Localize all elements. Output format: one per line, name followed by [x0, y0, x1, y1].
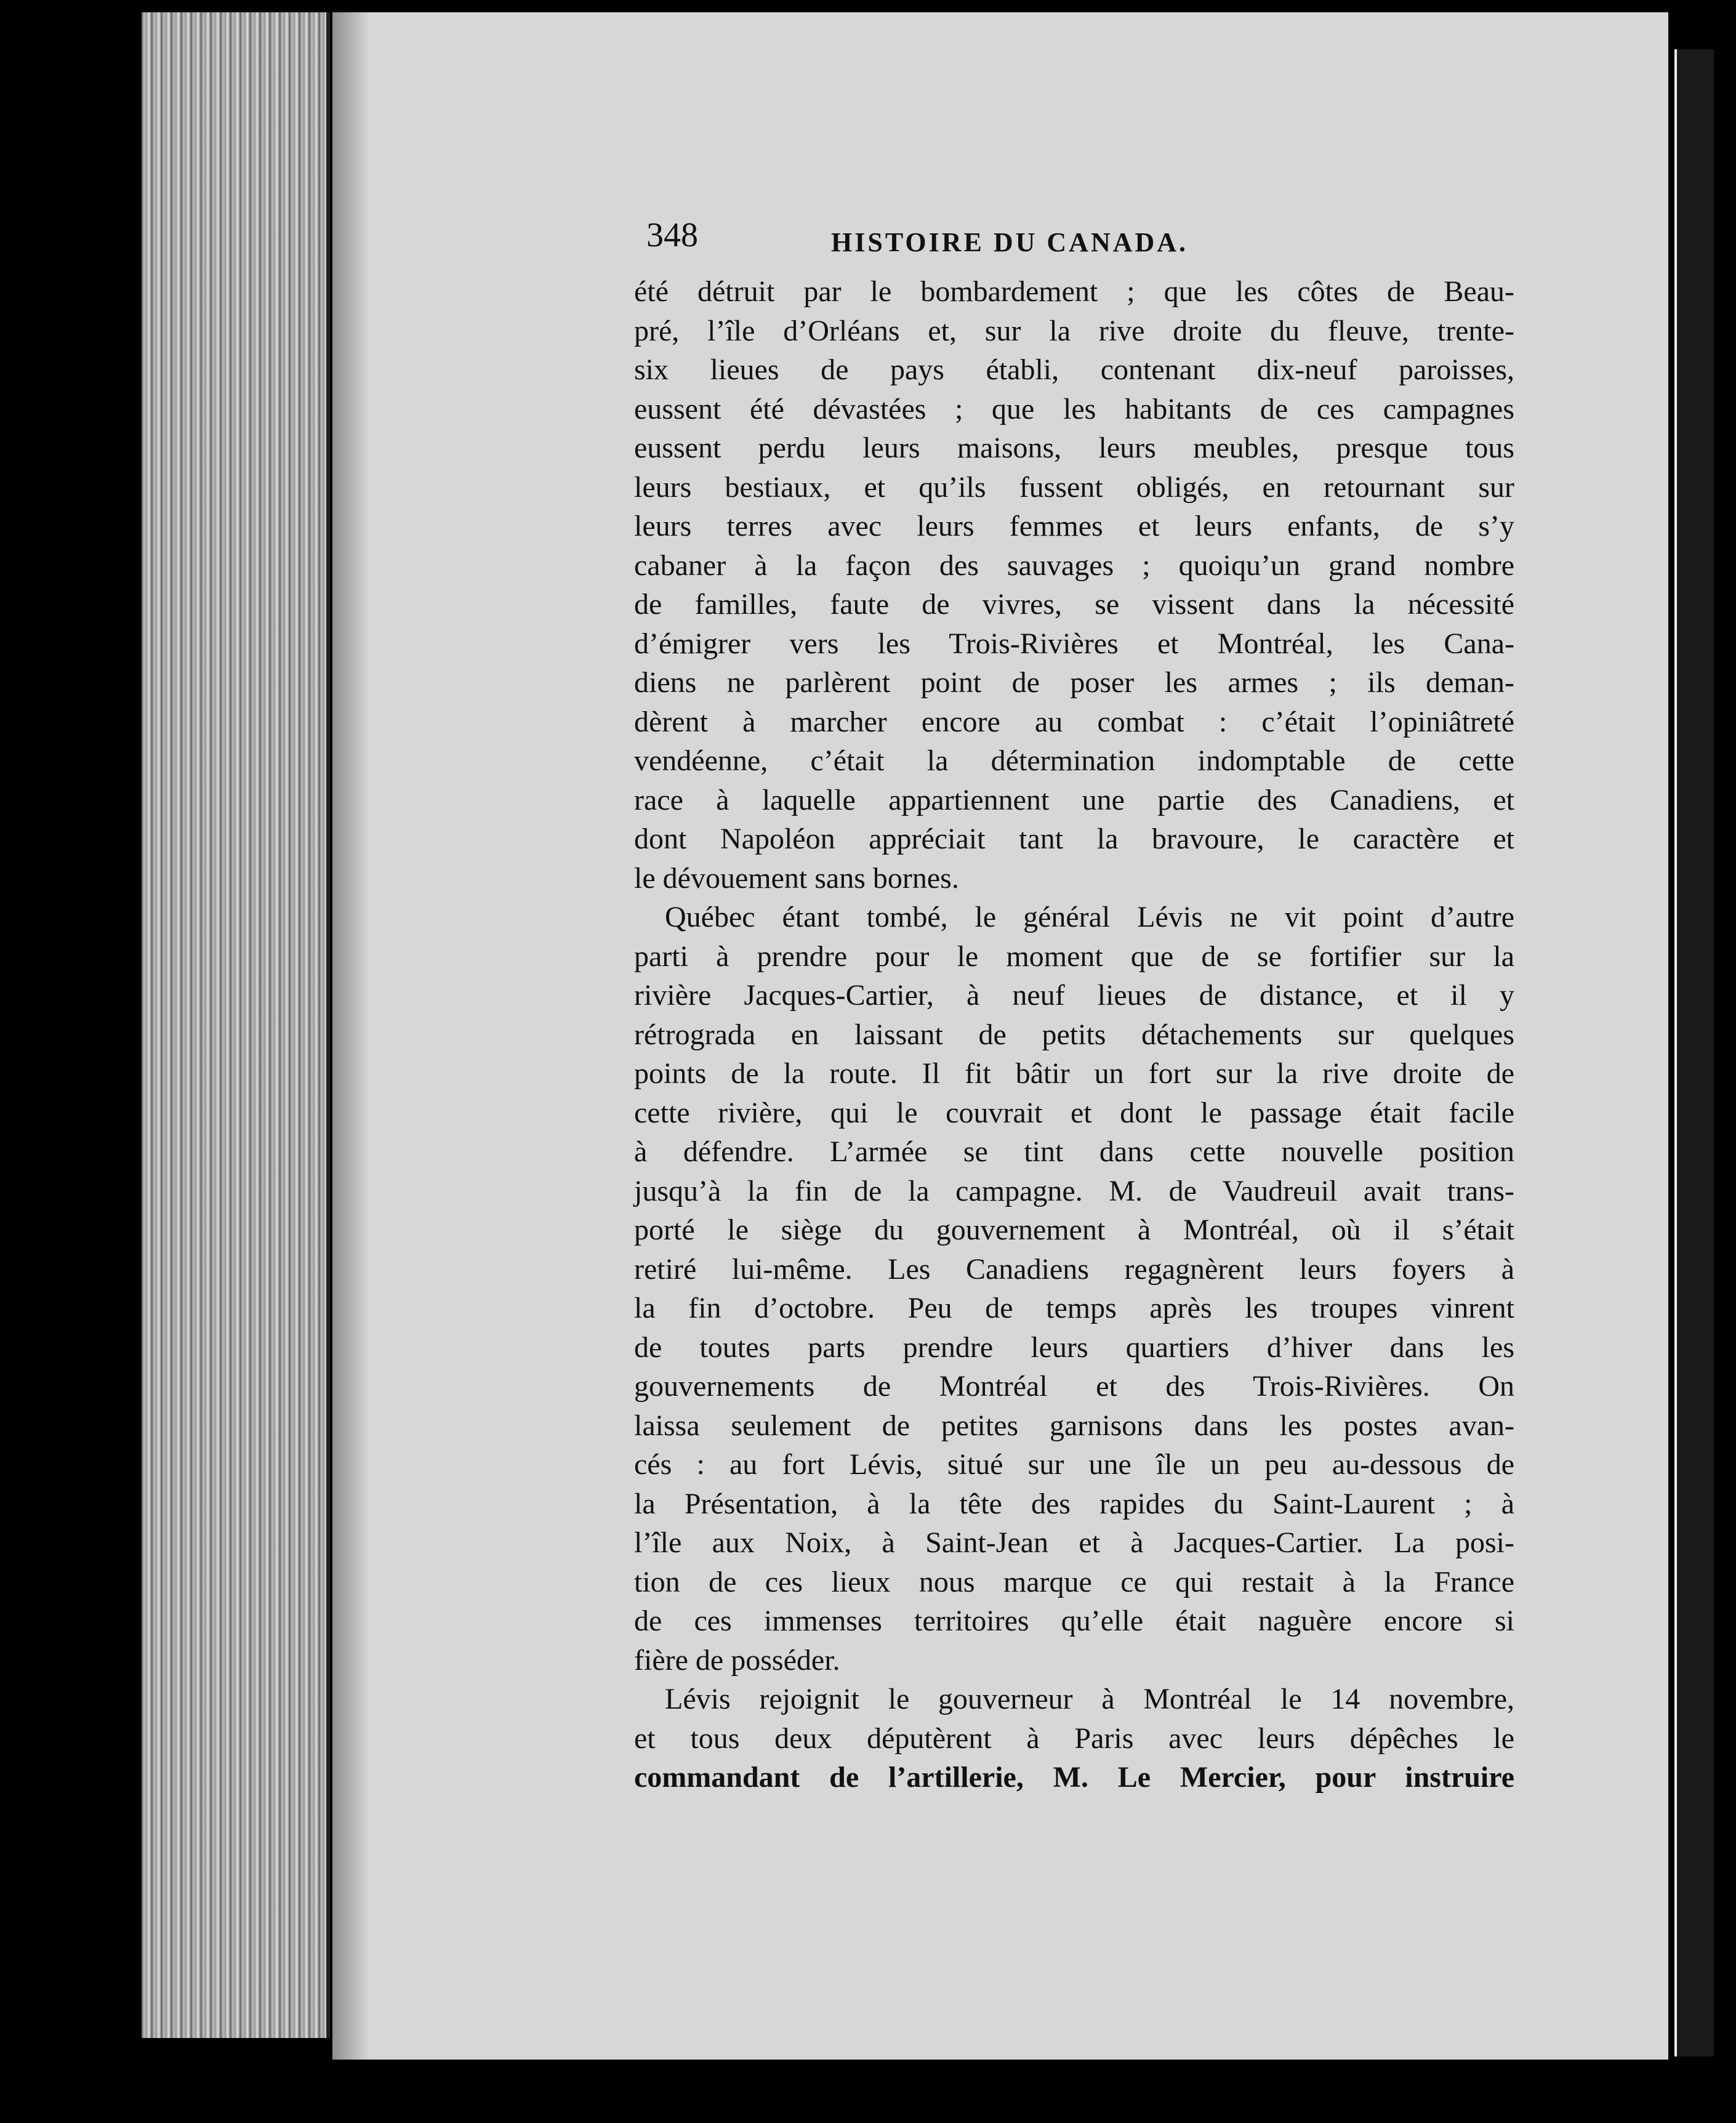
page-edges — [142, 12, 330, 2038]
text-line: vendéenne, c’était la détermination indomptable de cette — [634, 744, 1514, 777]
text-line: de toutes parts prendre leurs quartiers d’hiver dans les — [634, 1331, 1514, 1364]
text-line: laissa seulement de petites garnisons dans les postes avan- — [634, 1409, 1514, 1442]
text-line: cette rivière, qui le couvrait et dont le passage était facile — [634, 1096, 1514, 1129]
text-line: rivière Jacques-Cartier, à neuf lieues de distance, et il y — [634, 979, 1514, 1012]
text-line: porté le siège du gouvernement à Montréal, où il s’était — [634, 1214, 1514, 1246]
text-line: points de la route. Il fit bâtir un fort sur la rive droite de — [634, 1057, 1514, 1090]
body-text — [634, 272, 1514, 1797]
text-line: diens ne parlèrent point de poser les armes ; ils deman- — [634, 666, 1514, 699]
text-line: dèrent à marcher encore au combat : c’était l’opiniâtreté — [634, 705, 1514, 738]
text-line: cabaner à la façon des sauvages ; quoiqu’un grand nombre — [634, 549, 1514, 582]
text-line: eussent été dévastées ; que les habitants de ces campagnes — [634, 392, 1514, 425]
text-line: eussent perdu leurs maisons, leurs meubles, presque tous — [634, 432, 1514, 464]
running-title: HISTOIRE DU CANADA. — [831, 227, 1189, 257]
text-line: la fin d’octobre. Peu de temps après les troupes vinrent — [634, 1292, 1514, 1324]
text-line: parti à prendre pour le moment que de se fortifier sur la — [634, 940, 1514, 973]
text-line: de familles, faute de vivres, se vissent dans la nécessité — [634, 588, 1514, 621]
text-line: rétrograda en laissant de petits détachements sur quelques — [634, 1018, 1514, 1051]
page-number: 348 — [646, 216, 698, 254]
text-line: Lévis rejoignit le gouverneur à Montréal le 14 novembre, — [665, 1683, 1514, 1715]
text-line: race à laquelle appartiennent une partie des Canadiens, et — [634, 783, 1514, 816]
text-line: cés : au fort Lévis, situé sur une île un peu au-dessous de — [634, 1448, 1514, 1481]
text-line: six lieues de pays établi, contenant dix-neuf paroisses, — [634, 353, 1514, 386]
text-line: été détruit par le bombardement ; que les côtes de Beau- — [634, 275, 1514, 308]
text-line: et tous deux députèrent à Paris avec leurs dépêches le — [634, 1722, 1514, 1755]
text-line: jusqu’à la fin de la campagne. M. de Vaudreuil avait trans- — [634, 1174, 1514, 1207]
text-line: Québec étant tombé, le général Lévis ne vit point d’autre — [665, 901, 1514, 933]
text-line: le dévouement sans bornes. — [634, 861, 959, 895]
text-line: la Présentation, à la tête des rapides du Saint-Laurent ; à — [634, 1487, 1514, 1520]
text-line: fière de posséder. — [634, 1643, 840, 1677]
text-line: retiré lui-même. Les Canadiens regagnèrent leurs foyers à — [634, 1252, 1514, 1286]
facing-page-edge — [1674, 49, 1714, 2057]
page-header — [646, 216, 1521, 265]
text-line: d’émigrer vers les Trois-Rivières et Montréal, les Cana- — [634, 627, 1514, 660]
text-line: tion de ces lieux nous marque ce qui restait à la France — [634, 1565, 1514, 1598]
page-gutter-shadow — [332, 12, 369, 2060]
text-line: de ces immenses territoires qu’elle était naguère encore si — [634, 1605, 1514, 1637]
text-line: commandant de l’artillerie, M. Le Mercier, pour instruire — [634, 1761, 1514, 1794]
text-line: à défendre. L’armée se tint dans cette nouvelle position — [634, 1135, 1514, 1168]
text-line: gouvernements de Montréal et des Trois-Rivières. On — [634, 1370, 1514, 1403]
text-line: dont Napoléon appréciait tant la bravoure, le caractère et — [634, 823, 1514, 855]
text-line: l’île aux Noix, à Saint-Jean et à Jacques-Cartier. La posi- — [634, 1526, 1514, 1559]
text-line: pré, l’île d’Orléans et, sur la rive droite du fleuve, trente- — [634, 314, 1514, 347]
text-line: leurs terres avec leurs femmes et leurs enfants, de s’y — [634, 510, 1514, 542]
text-line: leurs bestiaux, et qu’ils fussent obligés, en retournant sur — [634, 470, 1514, 504]
